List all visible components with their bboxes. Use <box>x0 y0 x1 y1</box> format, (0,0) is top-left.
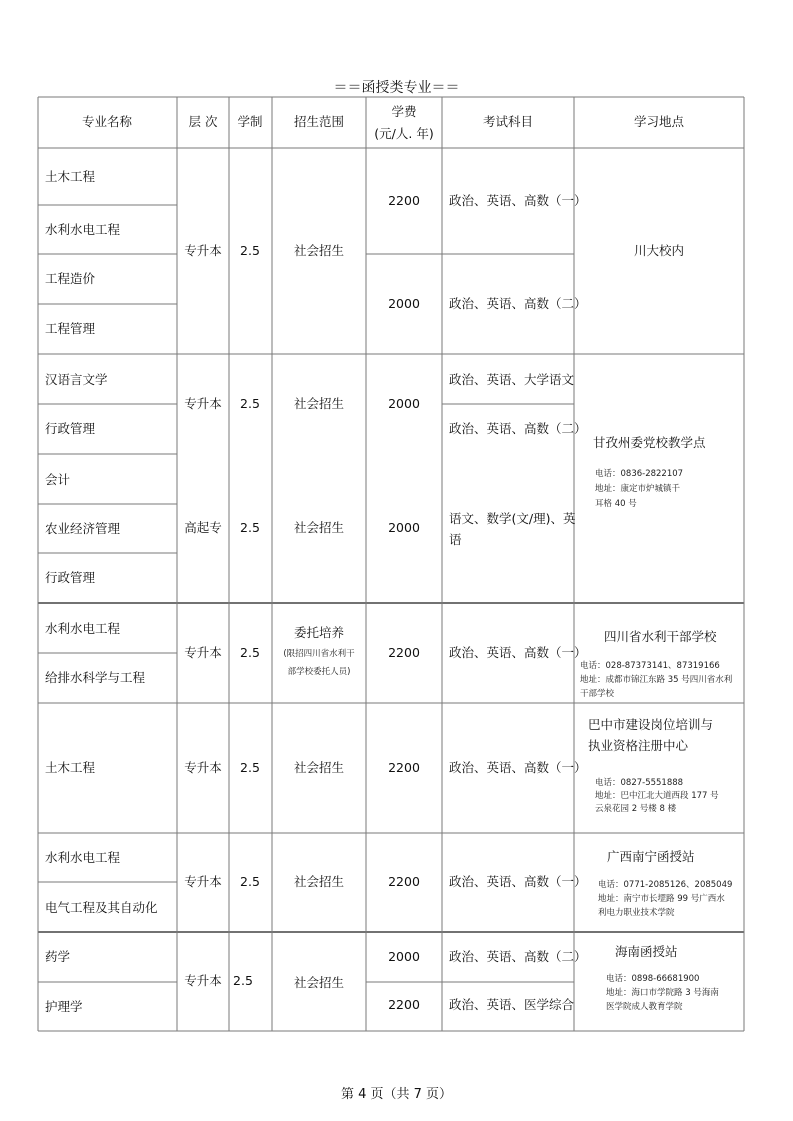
major-cell: 土木工程 <box>45 760 96 775</box>
exam-cell: 政治、英语、高数（二） <box>449 949 587 964</box>
fee-cell: 2200 <box>388 645 420 660</box>
location-address: 云泉花园 2 号楼 8 楼 <box>595 804 677 814</box>
header-scope: 招生范围 <box>293 114 345 129</box>
fee-cell: 2000 <box>388 296 420 311</box>
duration-cell: 2.5 <box>240 396 260 411</box>
location-phone: 电话：0836-2822107 <box>595 469 684 479</box>
location-address: 地址：成都市锦江东路 35 号四川省水利 <box>580 675 733 685</box>
duration-cell: 2.5 <box>240 874 260 889</box>
duration-cell: 2.5 <box>240 760 260 775</box>
location-name: 巴中市建设岗位培训与 <box>588 717 714 732</box>
location-address: 利电力职业技术学院 <box>598 908 675 918</box>
fee-cell: 2000 <box>388 949 420 964</box>
duration-cell: 2.5 <box>233 973 253 988</box>
level-cell: 专升本 <box>184 973 222 988</box>
exam-cell: 政治、英语、高数（一） <box>449 193 587 208</box>
major-cell: 电气工程及其自动化 <box>45 900 158 915</box>
location-name: 海南函授站 <box>615 944 678 959</box>
header-level: 层 次 <box>188 114 218 129</box>
location-address: 地址：海口市学院路 3 号海南 <box>606 988 719 998</box>
scope-cell: 社会招生 <box>293 243 345 258</box>
major-cell: 行政管理 <box>45 421 96 436</box>
exam-cell: 政治、英语、高数（二） <box>449 421 587 436</box>
location-phone: 电话：0827-5551888 <box>595 778 684 788</box>
location-address: 干部学校 <box>580 689 615 699</box>
location-address: 地址：南宁市长堽路 99 号广西水 <box>598 894 725 904</box>
level-cell: 专升本 <box>184 874 222 889</box>
level-cell: 专升本 <box>184 396 222 411</box>
major-cell: 给排水科学与工程 <box>45 670 146 685</box>
major-cell: 水利水电工程 <box>45 621 121 636</box>
fee-cell: 2200 <box>388 193 420 208</box>
major-cell: 护理学 <box>45 999 83 1014</box>
level-cell: 专升本 <box>184 760 222 775</box>
header-exam: 考试科目 <box>482 114 534 129</box>
scope-cell: 社会招生 <box>293 975 345 990</box>
exam-cell: 语 <box>449 532 462 547</box>
scope-cell: 委托培养 <box>293 625 345 640</box>
scope-cell: 社会招生 <box>293 520 345 535</box>
location-name: 执业资格注册中心 <box>588 738 689 753</box>
scope-cell: 社会招生 <box>293 396 345 411</box>
location-address: 耳格 40 号 <box>595 499 637 509</box>
location-phone: 电话：0771-2085126、2085049 <box>598 880 733 890</box>
section-title: ＝＝函授类专业＝＝ <box>333 80 460 96</box>
duration-cell: 2.5 <box>240 520 260 535</box>
page-footer: 第 4 页（共 7 页） <box>340 1087 453 1102</box>
location-name: 广西南宁函授站 <box>607 849 695 864</box>
location-cell: 川大校内 <box>633 243 685 258</box>
location-address: 地址：康定市炉城镇千 <box>595 484 681 494</box>
exam-cell: 政治、英语、高数（一） <box>449 645 587 660</box>
exam-cell: 政治、英语、医学综合 <box>449 997 575 1012</box>
duration-cell: 2.5 <box>240 645 260 660</box>
exam-cell: 政治、英语、高数（二） <box>449 296 587 311</box>
exam-cell: 政治、英语、大学语文 <box>449 372 575 387</box>
header-duration: 学制 <box>237 114 263 129</box>
major-cell: 会计 <box>45 472 71 487</box>
header-major: 专业名称 <box>81 114 133 129</box>
duration-cell: 2.5 <box>240 243 260 258</box>
major-cell: 水利水电工程 <box>45 222 121 237</box>
location-address: 医学院成人教育学院 <box>606 1002 683 1012</box>
fee-cell: 2000 <box>388 396 420 411</box>
major-cell: 工程管理 <box>45 321 96 336</box>
major-cell: 土木工程 <box>45 169 96 184</box>
major-cell: 农业经济管理 <box>45 521 121 536</box>
level-cell: 专升本 <box>184 645 222 660</box>
scope-cell: 社会招生 <box>293 760 345 775</box>
fee-cell: 2200 <box>388 760 420 775</box>
major-cell: 药学 <box>45 949 71 964</box>
scope-note: 部学校委托人员) <box>287 667 351 677</box>
location-address: 地址：巴中江北大道西段 177 号 <box>595 791 719 801</box>
fee-cell: 2000 <box>388 520 420 535</box>
major-cell: 工程造价 <box>45 271 96 286</box>
major-cell: 汉语言文学 <box>45 372 108 387</box>
location-name: 甘孜州委党校教学点 <box>593 435 706 450</box>
location-name: 四川省水利干部学校 <box>604 629 717 644</box>
fee-cell: 2200 <box>388 997 420 1012</box>
fee-cell: 2200 <box>388 874 420 889</box>
level-cell: 高起专 <box>184 520 222 535</box>
location-phone: 电话：0898-66681900 <box>606 974 700 984</box>
exam-cell: 政治、英语、高数（一） <box>449 760 587 775</box>
header-fee: 学费 <box>391 104 417 119</box>
scope-cell: 社会招生 <box>293 874 345 889</box>
scope-note: (限招四川省水利干 <box>283 649 355 659</box>
major-cell: 行政管理 <box>45 570 96 585</box>
exam-cell: 政治、英语、高数（一） <box>449 874 587 889</box>
header-fee-unit: (元/人. 年) <box>374 126 434 141</box>
exam-cell: 语文、数学(文/理)、英 <box>449 511 576 526</box>
header-location: 学习地点 <box>633 114 685 129</box>
level-cell: 专升本 <box>184 243 222 258</box>
location-phone: 电话：028-87373141、87319166 <box>580 661 720 671</box>
major-cell: 水利水电工程 <box>45 850 121 865</box>
